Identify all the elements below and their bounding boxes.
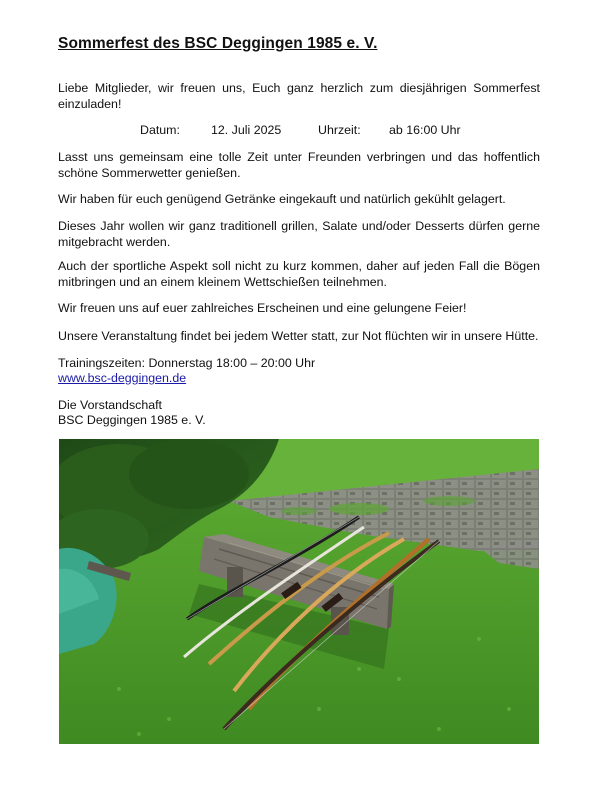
paragraph-grill: Dieses Jahr wollen wir ganz traditionell grillen, Salate und/oder Desserts dürfen gerne mitgebracht werden. [58,219,540,249]
paragraph-drinks: Wir haben für euch genügend Getränke eingekauft und natürlich gekühlt gelagert. [58,192,506,206]
photo-illustration [59,439,539,744]
paragraph-sport: Auch der sportliche Aspekt soll nicht zu kurz kommen, daher auf jeden Fall die Bögen mitbringen und an einem kleinem Wettschießen teilnehmen. [58,259,540,289]
paragraph-gathering: Lasst uns gemeinsam eine tolle Zeit unter Freunden verbringen und das hoffentlich schöne Sommerwetter genießen. [58,150,540,180]
website-wrapper [58,371,540,387]
event-date-time [0,123,597,139]
training-times: Trainingszeiten: Donnerstag 18:00 – 20:00 Uhr [58,356,316,370]
date-value: 12. Juli 2025 [211,123,282,137]
signature-line-2: BSC Deggingen 1985 e. V. [58,413,206,427]
signature-line-1: Die Vorstandschaft [58,398,163,412]
paragraph-closing: Wir freuen uns auf euer zahlreiches Erscheinen und eine gelungene Feier! [58,301,467,315]
intro-paragraph: Liebe Mitglieder, wir freuen uns, Euch ganz herzlich zum diesjährigen Sommerfest einzuladen! [58,81,540,111]
archery-bows-photo [59,439,539,744]
time-value: ab 16:00 Uhr [389,123,461,137]
date-label: Datum: [140,123,180,137]
website-link[interactable]: www.bsc-deggingen.de [58,371,187,385]
time-label: Uhrzeit: [318,123,361,137]
paragraph-weather: Unsere Veranstaltung findet bei jedem Wetter statt, zur Not flüchten wir in unsere Hütte. [58,329,539,343]
page-title: Sommerfest des BSC Deggingen 1985 e. V. [58,35,378,52]
